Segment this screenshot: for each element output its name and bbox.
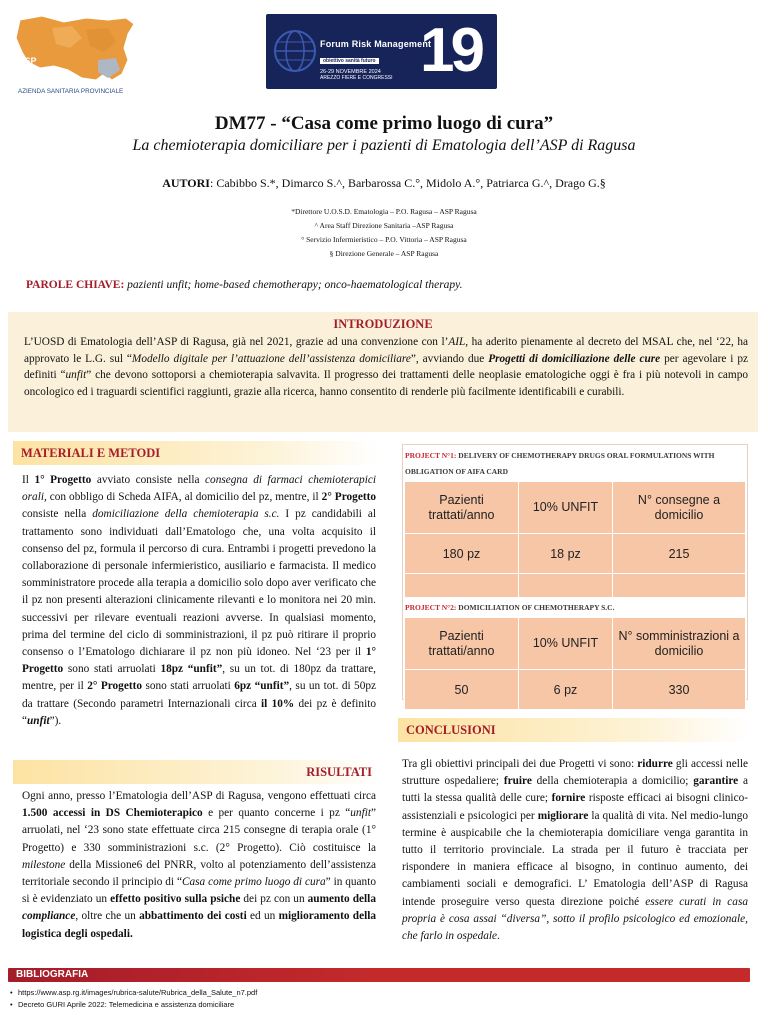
authors-line xyxy=(0,176,768,191)
table-header-cell: Pazienti trattati/anno xyxy=(405,482,519,534)
keywords-label: PAROLE CHIAVE: xyxy=(26,279,125,291)
asp-caption: AZIENDA SANITARIA PROVINCIALE xyxy=(18,88,124,95)
table-cell: 18 pz xyxy=(519,534,613,574)
affiliation-3: ° Servizio Infermieristico – P.O. Vittoria – ASP Ragusa xyxy=(301,235,467,244)
keywords xyxy=(26,279,463,291)
poster-subtitle: La chemioterapia domiciliare per i pazienti di Ematologia dell’ASP di Ragusa xyxy=(132,137,636,154)
affiliation-2: ^ Area Staff Direzione Sanitaria –ASP Ragusa xyxy=(314,221,454,230)
materiali-body: Il 1° Progetto avviato consiste nella consegna di farmaci chemioterapici orali, con obbligo di Scheda AIFA, al domicilio del pz, mentre, il 2° Progetto consiste nella domiciliazione della chemioterapia s.c. I pz candidabili al trattamento sono individuati dall’Ematologo che, una volta acquisito il consenso del pz, formula il percorso di cura. Entrambi i progetti prevedono la collaborazione di personale infermieristico, ausiliario e farmacista. Il medico somministratore procede alla terapia a domicilio solo dopo aver verificato che il pz non presenti alterazioni clinicamente rilevanti e lo monitora nei 20 min. successivi per rilevare eventuali reazioni avverse. In qualsiasi momento, prima del termine del ciclo di somministrazioni, il pz può ritirare il proprio consenso o l’Ematologo dichiarare il pz non più idoneo. Nel ‘23 per il 1° Progetto sono stati arruolati 18pz “unfit”, su un tot. di 180pz da trattare, mentre, per il 2° Progetto sono stati arruolati 6pz “unfit”, su un tot. di 50pz da trattare (Secondo parametri Internazionali circa il 10% dei pz è definito “unfit”). xyxy=(22,474,377,727)
authors-names: : Cabibbo S.*, Dimarco S.^, Barbarossa C.°, Midolo A.°, Patriarca G.^, Drago G.§ xyxy=(209,176,606,190)
bibliography-item: • Decreto GURI Aprile 2022: Telemedicina e assistenza domiciliare xyxy=(18,1000,234,1009)
forum-risk-management-logo xyxy=(266,14,497,89)
forum-subtitle: obiettivo sanità futuro xyxy=(320,58,379,64)
globe-icon xyxy=(272,28,318,74)
table-header-cell: 10% UNFIT xyxy=(519,618,613,670)
keywords-text: pazienti unfit; home-based chemotherapy; onco-haematological therapy. xyxy=(124,279,463,291)
table-cell: 330 xyxy=(613,670,746,710)
bibliografia-heading-bar xyxy=(8,968,750,982)
table-cell: 6 pz xyxy=(519,670,613,710)
conclusioni-heading: CONCLUSIONI xyxy=(406,723,496,737)
forum-title: Forum Risk Management xyxy=(320,39,432,49)
affiliation-1: *Direttore U.O.S.D. Ematologia – P.O. Ragusa – ASP Ragusa xyxy=(291,207,477,216)
risultati-heading-bar xyxy=(13,760,378,784)
project-1-table xyxy=(404,481,746,598)
project-2-table xyxy=(404,617,746,710)
intro-body: L’UOSD di Ematologia dell’ASP di Ragusa, già nel 2021, grazie ad una convenzione con l’AIL, ha aderito pienamente al decreto del MSAL che, nel ‘22, ha approvato le L.G. sul “Modello digitale per l’attuazione dell’assistenza domiciliare”, avviando due Progetti di domiciliazione delle cure per agevolare i pz definiti “unfit” che devono sottoporsi a chemioterapia salvavita. Il progresso dei trattamenti delle neoplasie ematologiche oggi è fra i più notevoli in campo oncologico ed i traguardi scientifici raggiunti, grazie alla ricerca, hanno consentito di renderle più facilmente identificabili e curabili. xyxy=(24,336,749,398)
materiali-heading-bar xyxy=(13,441,378,465)
conclusioni-body: Tra gli obiettivi principali dei due Progetti vi sono: ridurre gli accessi nelle strutture ospedaliere; fruire della chemioterapia a domicilio; garantire a tutti la stessa qualità delle cure; fornire risposte efficaci ai bisogni clinico-assistenziali e psicologici per migliorare la qualità di vita. Nel medio-lungo termine è auspicabile che la chemioterapia domiciliare venga garantita in tutto il territorio provinciale. La strada per il futuro è tracciata per rispondere in maniera efficace al bisogno, in continuo aumento, dei cambiamenti sociali e demografici. L’ Ematologia dell’ASP di Ragusa intende proseguire verso questa direzione poiché essere curati in casa propria è cosa assai “diversa”, sotto il profilo psicologico ed emozionale, che farlo in ospedale. xyxy=(402,758,749,943)
table-header-cell: 10% UNFIT xyxy=(519,482,613,534)
conclusioni-heading-bar xyxy=(398,718,750,742)
bibliography-item[interactable]: • https://www.asp.rg.it/images/rubrica-salute/Rubrica_della_Salute_n7.pdf xyxy=(18,988,257,997)
authors-label: AUTORI xyxy=(162,176,210,190)
table-cell: 215 xyxy=(613,534,746,574)
affiliation-4: § Direzione Generale – ASP Ragusa xyxy=(329,249,439,258)
table-header-cell: N° consegne a domicilio xyxy=(613,482,746,534)
asp-label: ASP xyxy=(18,56,37,66)
ragusa-label: RAGUSA xyxy=(18,66,58,76)
asp-ragusa-logo xyxy=(12,8,140,100)
forum-date: 26-29 NOVEMBRE 2024 xyxy=(320,69,381,75)
project-1-heading: PROJECT N°1: DELIVERY OF CHEMOTHERAPY DRUGS ORAL FORMULATIONS WITH OBLIGATION OF AIFA CARD xyxy=(405,451,715,476)
materiali-heading: MATERIALI E METODI xyxy=(21,446,161,460)
project-2-heading: PROJECT N°2: DOMICILIATION OF CHEMOTHERAPY S.C. xyxy=(405,603,615,612)
table-cell: 180 pz xyxy=(405,534,519,574)
poster-title: DM77 - “Casa come primo luogo di cura” xyxy=(214,113,554,134)
intro-heading: INTRODUZIONE xyxy=(333,317,433,331)
bibliografia-heading: BIBLIOGRAFIA xyxy=(16,969,89,980)
forum-city: AREZZO FIERE E CONGRESSI xyxy=(320,75,393,81)
risultati-body: Ogni anno, presso l’Ematologia dell’ASP di Ragusa, vengono effettuati circa 1.500 accessi in DS Chemioterapico e per quanto concerne i pz “unfit” arruolati, nel ‘23 sono state effettuate circa 215 consegne di terapia orale (1° Progetto) e 330 somministrazioni s.c. (2° Progetto). Ciò costituisce la milestone della Missione6 del PNRR, volto al potenziamento dell’assistenza territoriale secondo il principio di “Casa come primo luogo di cura” in quanto si è evidenziato un effetto positivo sulla psiche dei pz con un aumento della compliance, oltre che un abbattimento dei costi ed un miglioramento della logistica degli ospedali. xyxy=(22,790,377,940)
intro-section xyxy=(8,312,758,432)
table-cell: 50 xyxy=(405,670,519,710)
table-header-cell: Pazienti trattati/anno xyxy=(405,618,519,670)
risultati-heading: RISULTATI xyxy=(306,765,372,779)
sicily-map-icon xyxy=(12,8,140,100)
projects-panel xyxy=(402,444,748,700)
table-header-cell: N° somministrazioni a domicilio xyxy=(613,618,746,670)
forum-edition-number: 19 xyxy=(420,16,481,85)
